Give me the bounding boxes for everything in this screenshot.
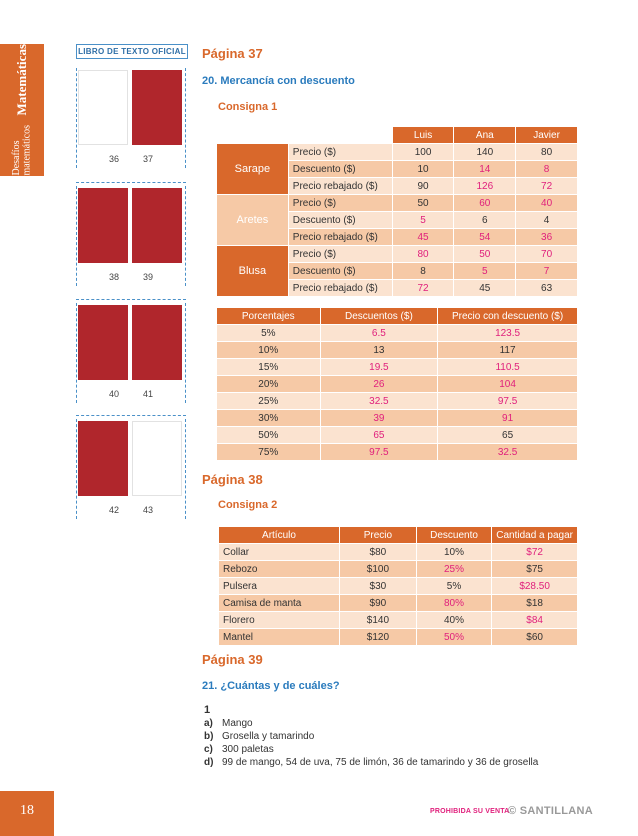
sale-notice: PROHIBIDA SU VENTA — [430, 808, 510, 815]
table-cell: Florero — [219, 612, 340, 629]
table-cell: 97.5 — [438, 393, 578, 410]
column-header: Ana — [454, 127, 516, 144]
table-row — [217, 325, 578, 342]
row-label: Precio rebajado ($) — [288, 178, 392, 195]
table-cell: 15% — [217, 359, 321, 376]
table-cell: 50% — [217, 427, 321, 444]
thumbnail-number: 37 — [142, 154, 153, 164]
table-cell: 45 — [454, 280, 516, 297]
thumbnail-page[interactable] — [132, 70, 182, 145]
table-cell: 30% — [217, 410, 321, 427]
page-heading: Página 37 — [202, 46, 263, 61]
table-row — [219, 629, 578, 646]
table-cell: $18 — [492, 595, 578, 612]
thumbnail-number: 36 — [108, 154, 119, 164]
table-cell: $84 — [492, 612, 578, 629]
table-cell: Pulsera — [219, 578, 340, 595]
thumbnail-number: 38 — [108, 272, 119, 282]
row-label: Descuento ($) — [288, 263, 392, 280]
table-cell: 90 — [392, 178, 454, 195]
column-header: Descuento — [416, 527, 491, 544]
answer-item — [204, 731, 314, 742]
table-row — [219, 544, 578, 561]
table-row — [217, 342, 578, 359]
answer-item — [204, 718, 253, 729]
table-cell: $120 — [339, 629, 416, 646]
table-cell: 26 — [320, 376, 438, 393]
thumbnail-page[interactable] — [132, 305, 182, 380]
table-cell: 39 — [320, 410, 438, 427]
discount-table — [216, 126, 578, 297]
percentage-table — [216, 307, 578, 461]
column-header: Descuentos ($) — [320, 308, 438, 325]
table-cell: 50% — [416, 629, 491, 646]
table-cell: 20% — [217, 376, 321, 393]
answer-key: b) — [204, 731, 214, 742]
table-row — [219, 595, 578, 612]
divider — [76, 182, 186, 183]
table-cell: 80 — [392, 246, 454, 263]
table-cell: $80 — [339, 544, 416, 561]
table-cell: Collar — [219, 544, 340, 561]
articles-table — [218, 526, 578, 646]
table-cell: 8 — [392, 263, 454, 280]
thumbnail-number: 42 — [108, 505, 119, 515]
table-row — [217, 246, 578, 263]
table-row — [217, 359, 578, 376]
table-row — [219, 578, 578, 595]
answer-text: 99 de mango, 54 de uva, 75 de limón, 36 de tamarindo y 36 de grosella — [222, 757, 539, 768]
table-cell: 104 — [438, 376, 578, 393]
table-row — [219, 561, 578, 578]
table-cell: 72 — [516, 178, 578, 195]
table-cell: $72 — [492, 544, 578, 561]
group-label: Aretes — [217, 195, 289, 246]
table-cell: 8 — [516, 161, 578, 178]
table-cell: 5 — [454, 263, 516, 280]
table-cell: 80% — [416, 595, 491, 612]
table-cell: 25% — [217, 393, 321, 410]
column-header: Precio con descuento ($) — [438, 308, 578, 325]
answer-text: Mango — [222, 718, 253, 729]
column-header: Luis — [392, 127, 454, 144]
table-cell: 126 — [454, 178, 516, 195]
table-cell: 6 — [454, 212, 516, 229]
table-cell: $60 — [492, 629, 578, 646]
table-row — [217, 144, 578, 161]
table-cell: 32.5 — [438, 444, 578, 461]
answer-key: a) — [204, 718, 213, 729]
table-cell: 110.5 — [438, 359, 578, 376]
table-cell: Camisa de manta — [219, 595, 340, 612]
table-cell: 5% — [416, 578, 491, 595]
page-number: 18 — [0, 791, 54, 836]
table-cell: $75 — [492, 561, 578, 578]
thumbnail-number: 40 — [108, 389, 119, 399]
thumbnail-page[interactable] — [132, 421, 182, 496]
table-cell: 32.5 — [320, 393, 438, 410]
table-cell: $28.50 — [492, 578, 578, 595]
thumbnail-number: 41 — [142, 389, 153, 399]
page-heading: Página 38 — [202, 472, 263, 487]
thumbnail-page[interactable] — [78, 305, 128, 380]
table-row — [217, 427, 578, 444]
answer-item — [204, 744, 274, 755]
table-cell: 65 — [438, 427, 578, 444]
column-header: Artículo — [219, 527, 340, 544]
spine-title: Matemáticas — [14, 44, 30, 116]
table-cell: 6.5 — [320, 325, 438, 342]
answer-text: 300 paletas — [222, 744, 274, 755]
table-row — [217, 376, 578, 393]
table-cell: 80 — [516, 144, 578, 161]
table-cell: 50 — [454, 246, 516, 263]
table-cell: 123.5 — [438, 325, 578, 342]
table-cell: 65 — [320, 427, 438, 444]
publisher-logo: © SANTILLANA — [508, 805, 594, 817]
table-cell: 19.5 — [320, 359, 438, 376]
table-cell: 100 — [392, 144, 454, 161]
table-cell: 5 — [392, 212, 454, 229]
thumbnail-page[interactable] — [132, 188, 182, 263]
table-cell: 10 — [392, 161, 454, 178]
section-heading: 21. ¿Cuántas y de cuáles? — [202, 680, 340, 692]
table-cell: 50 — [392, 195, 454, 212]
table-cell: $100 — [339, 561, 416, 578]
answer-key: d) — [204, 757, 214, 768]
row-label: Precio ($) — [288, 195, 392, 212]
section-heading: 20. Mercancía con descuento — [202, 75, 355, 87]
table-cell: 97.5 — [320, 444, 438, 461]
table-cell: Mantel — [219, 629, 340, 646]
row-label: Descuento ($) — [288, 212, 392, 229]
table-cell: 117 — [438, 342, 578, 359]
table-cell: 72 — [392, 280, 454, 297]
divider — [76, 415, 186, 416]
answer-item — [204, 757, 538, 768]
column-header: Javier — [516, 127, 578, 144]
row-label: Descuento ($) — [288, 161, 392, 178]
table-cell: 40% — [416, 612, 491, 629]
spine-label — [0, 44, 44, 176]
table-cell: 13 — [320, 342, 438, 359]
table-cell: 45 — [392, 229, 454, 246]
table-cell: 4 — [516, 212, 578, 229]
table-row — [217, 195, 578, 212]
table-cell: 36 — [516, 229, 578, 246]
consigna-heading: Consigna 2 — [218, 499, 278, 511]
table-cell: 40 — [516, 195, 578, 212]
thumbnail-page[interactable] — [78, 421, 128, 496]
thumbnail-number: 43 — [142, 505, 153, 515]
table-cell: 10% — [416, 544, 491, 561]
column-header: Cantidad a pagar — [492, 527, 578, 544]
exercise-number: 1 — [204, 704, 211, 716]
table-cell: 5% — [217, 325, 321, 342]
row-label: Precio rebajado ($) — [288, 280, 392, 297]
column-header: Porcentajes — [217, 308, 321, 325]
table-cell: 60 — [454, 195, 516, 212]
table-cell: $30 — [339, 578, 416, 595]
group-label: Sarape — [217, 144, 289, 195]
table-cell: 10% — [217, 342, 321, 359]
table-cell: $90 — [339, 595, 416, 612]
spine-subtitle: Desafíos matemáticos — [10, 125, 32, 176]
official-textbook-badge: LIBRO DE TEXTO OFICIAL — [76, 44, 188, 59]
consigna-heading: Consigna 1 — [218, 101, 278, 113]
divider — [76, 299, 186, 300]
thumbnail-page[interactable] — [78, 70, 128, 145]
group-label: Blusa — [217, 246, 289, 297]
table-cell: 63 — [516, 280, 578, 297]
table-cell: 70 — [516, 246, 578, 263]
answer-key: c) — [204, 744, 213, 755]
answer-text: Grosella y tamarindo — [222, 731, 315, 742]
table-cell: 140 — [454, 144, 516, 161]
column-header: Precio — [339, 527, 416, 544]
thumbnail-number: 39 — [142, 272, 153, 282]
table-cell: 14 — [454, 161, 516, 178]
table-cell: 25% — [416, 561, 491, 578]
table-row — [217, 444, 578, 461]
row-label: Precio ($) — [288, 144, 392, 161]
table-cell: Rebozo — [219, 561, 340, 578]
table-cell: 91 — [438, 410, 578, 427]
table-cell: 75% — [217, 444, 321, 461]
table-row — [219, 612, 578, 629]
page-heading: Página 39 — [202, 652, 263, 667]
table-row — [217, 410, 578, 427]
thumbnail-page[interactable] — [78, 188, 128, 263]
table-cell: 54 — [454, 229, 516, 246]
row-label: Precio ($) — [288, 246, 392, 263]
row-label: Precio rebajado ($) — [288, 229, 392, 246]
table-cell: 7 — [516, 263, 578, 280]
table-cell: $140 — [339, 612, 416, 629]
table-row — [217, 393, 578, 410]
